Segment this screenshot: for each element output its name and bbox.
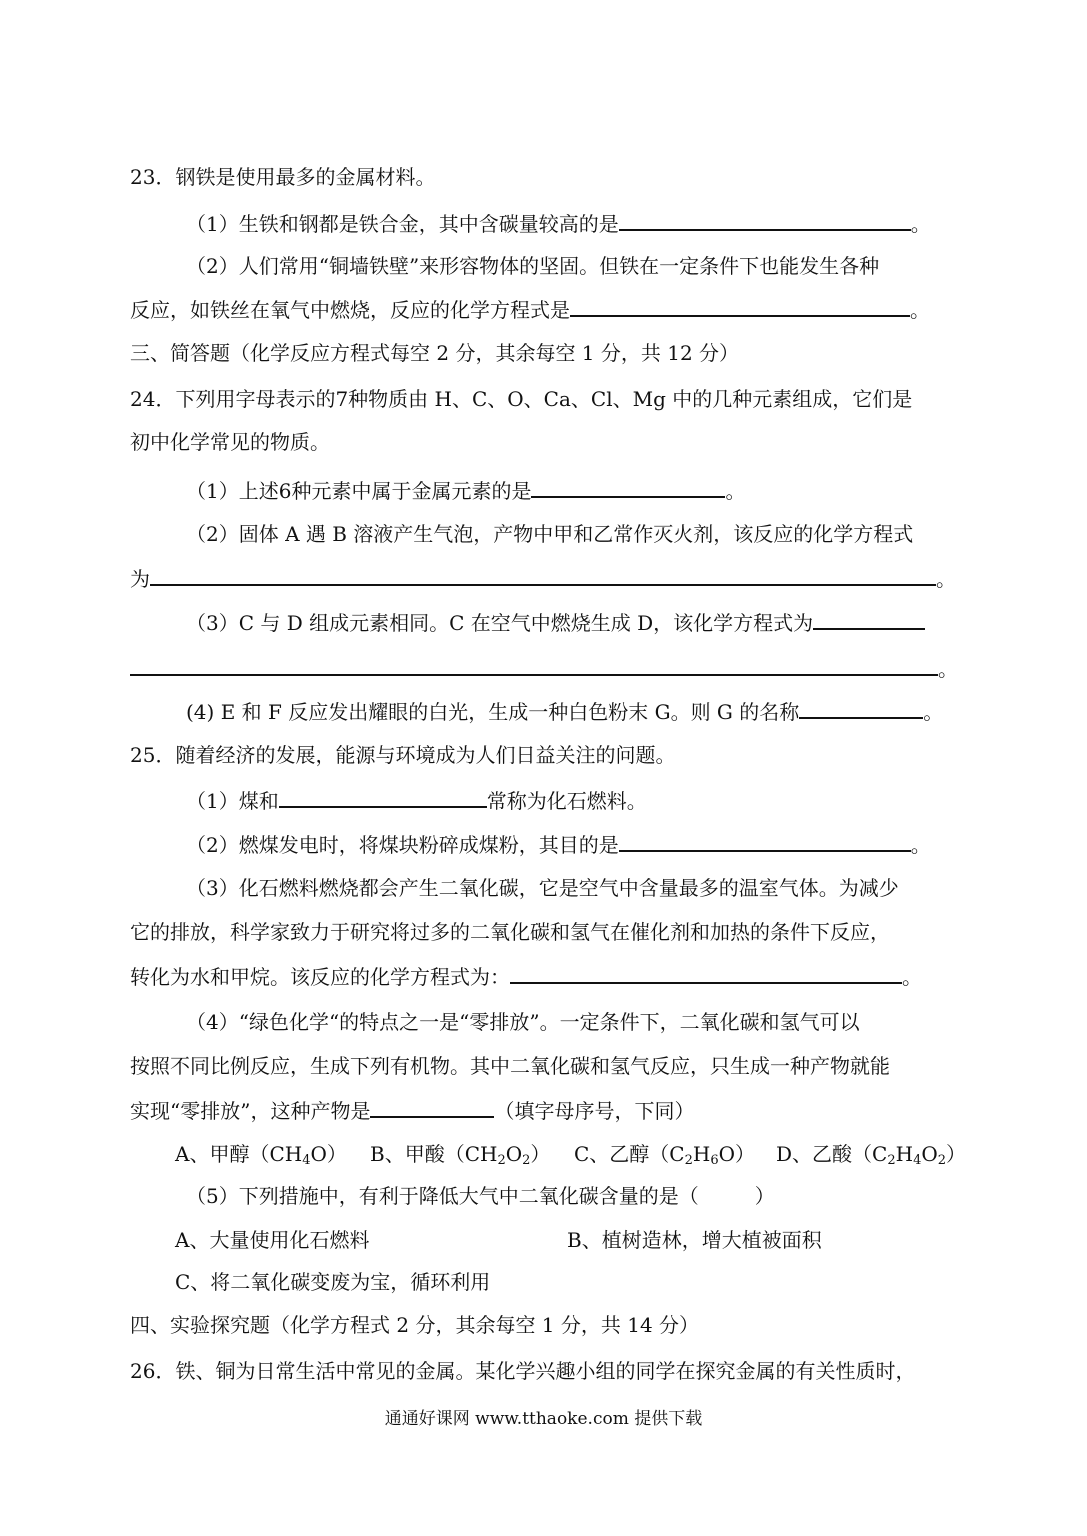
q25-part3-cont: 它的排放，科学家致力于研究将过多的二氧化碳和氢气在催化剂和加热的条件下反应， [130, 920, 890, 944]
q25-part4: （4）“绿色化学“的特点之一是“零排放”。一定条件下，二氧化碳和氢气可以 [186, 1010, 860, 1034]
q25-part1: （1）煤和 常称为化石燃料。 [186, 786, 647, 815]
answer-blank[interactable] [279, 786, 487, 808]
q23-part2-cont: 反应，如铁丝在氧气中燃烧，反应的化学方程式是 。 [130, 295, 930, 324]
answer-blank[interactable] [531, 476, 725, 498]
answer-blank[interactable] [510, 962, 902, 984]
choice-b: B、植树造林，增大植被面积 [567, 1228, 822, 1252]
answer-blank[interactable] [619, 830, 911, 852]
q23-part1: （1）生铁和钢都是铁合金，其中含碳量较高的是 。 [186, 209, 931, 238]
q24-part3-cont: 。 [130, 654, 958, 683]
answer-blank[interactable] [813, 608, 925, 630]
q24-part1: （1）上述6种元素中属于金属元素的是 。 [186, 476, 745, 505]
page-footer: 通通好课网 www.tthaoke.com 提供下载 [384, 1409, 703, 1429]
section-4-heading: 四、实验探究题（化学方程式 2 分，其余每空 1 分，共 14 分） [130, 1313, 700, 1337]
q25-part4-cont: 按照不同比例反应，生成下列有机物。其中二氧化碳和氢气反应，只生成一种产物就能 [130, 1054, 890, 1078]
q25-part2: （2）燃煤发电时，将煤块粉碎成煤粉，其目的是 。 [186, 830, 931, 859]
q24-part2: （2）固体 A 遇 B 溶液产生气泡，产物中甲和乙常作灭火剂，该反应的化学方程式 [186, 522, 914, 546]
q26-stem: 26．铁、铜为日常生活中常见的金属。某化学兴趣小组的同学在探究金属的有关性质时， [130, 1359, 916, 1383]
option-c: C、乙醇$(C_2H_6O)$ [574, 1142, 756, 1168]
q24-stem: 24．下列用字母表示的7种物质由 H、C、O、Ca、Cl、Mg 中的几种元素组成，它们是 [130, 387, 913, 411]
q25-part5: （5）下列措施中，有利于降低大气中二氧化碳含量的是（ ） [186, 1184, 775, 1208]
option-b: B、甲酸$(CH_2O_2)$ [370, 1142, 551, 1168]
answer-blank[interactable] [130, 654, 938, 676]
section-3-heading: 三、简答题（化学反应方程式每空 2 分，其余每空 1 分，共 12 分） [130, 341, 740, 365]
q24-stem-cont: 初中化学常见的物质。 [130, 430, 330, 454]
q25-part4-cont2: 实现“零排放”，这种产物是 （填字母序号，下同） [130, 1096, 694, 1125]
option-d: D、乙酸$(C_2H_4O_2)$ [776, 1142, 967, 1168]
q24-part3: （3）C 与 D 组成元素相同。C 在空气中燃烧生成 D，该化学方程式为 [186, 608, 925, 637]
option-a: A、甲醇$(CH_4O)$ [175, 1142, 347, 1168]
q23-part2: （2）人们常用“铜墙铁壁”来形容物体的坚固。但铁在一定条件下也能发生各种 [186, 254, 880, 278]
q24-part4: (4) E 和 F 反应发出耀眼的白光，生成一种白色粉末 G。则 G 的名称 。 [186, 697, 943, 726]
answer-blank[interactable] [570, 295, 910, 317]
q25-stem: 25．随着经济的发展，能源与环境成为人们日益关注的问题。 [130, 743, 676, 767]
q25-part3-cont2: 转化为水和甲烷。该反应的化学方程式为： 。 [130, 962, 922, 991]
q24-part2-cont: 为 。 [130, 564, 956, 593]
answer-blank[interactable] [150, 564, 936, 586]
answer-blank[interactable] [619, 209, 911, 231]
answer-blank[interactable] [370, 1096, 494, 1118]
choice-a: A、大量使用化石燃料 [175, 1228, 370, 1252]
answer-blank[interactable] [799, 697, 923, 719]
choice-c: C、将二氧化碳变废为宝，循环利用 [175, 1270, 491, 1294]
q25-part3: （3）化石燃料燃烧都会产生二氧化碳，它是空气中含量最多的温室气体。为减少 [186, 876, 899, 900]
q23-stem: 23．钢铁是使用最多的金属材料。 [130, 165, 436, 189]
